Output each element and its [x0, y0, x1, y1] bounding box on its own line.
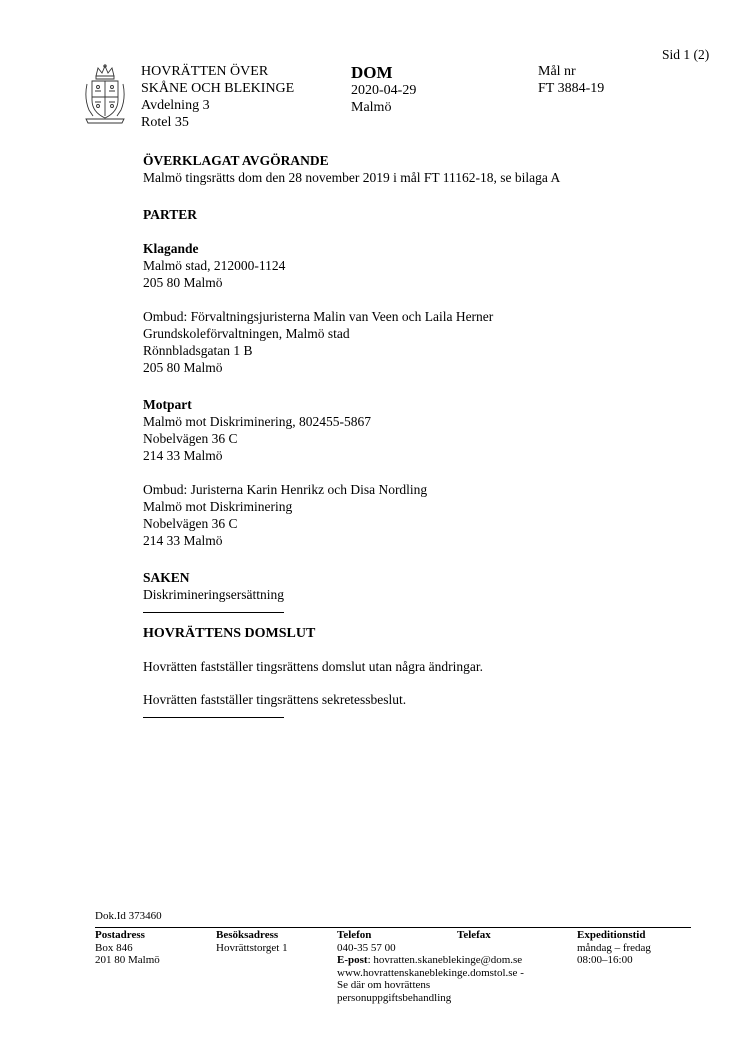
matter-heading: SAKEN	[143, 570, 190, 585]
footer-web-line[interactable]: www.hovrattenskaneblekinge.domstol.se -	[337, 966, 524, 979]
court-line: SKÅNE OCH BLEKINGE	[141, 81, 295, 96]
respondent-line: 214 33 Malmö	[143, 448, 223, 463]
respondent-counsel	[143, 481, 703, 549]
document-type: DOM	[351, 63, 393, 82]
document-type-block	[351, 64, 416, 116]
footer-postal	[95, 929, 160, 967]
footer-hours-line: 08:00–16:00	[577, 954, 633, 966]
footer-visit	[216, 929, 288, 954]
footer-contact	[337, 929, 569, 1004]
counsel-line: Rönnbladsgatan 1 B	[143, 343, 253, 358]
respondent-label: Motpart	[143, 397, 192, 412]
appealed-section	[143, 152, 703, 186]
footer-hours	[577, 929, 651, 967]
footer-web-line: personuppgiftsbehandling	[337, 991, 452, 1004]
case-label: Mål nr	[538, 64, 576, 79]
document-city: Malmö	[351, 100, 392, 115]
respondent-line: Nobelvägen 36 C	[143, 431, 238, 446]
section-divider	[143, 612, 284, 613]
appellant-section	[143, 240, 703, 291]
counsel-line: Nobelvägen 36 C	[143, 516, 238, 531]
document-id: Dok.Id 373460	[95, 910, 162, 922]
footer-divider	[95, 927, 691, 928]
ruling-paragraph: Hovrätten fastställer tingsrättens domslut utan några ändringar.	[143, 659, 484, 674]
footer-postal-heading: Postadress	[95, 929, 145, 941]
court-name-block	[141, 63, 294, 131]
appellant-line: Malmö stad, 212000-1124	[143, 258, 286, 273]
court-line: Rotel 35	[141, 115, 189, 130]
appellant-label: Klagande	[143, 241, 199, 256]
document-date: 2020-04-29	[351, 83, 417, 98]
counsel-line: Grundskoleförvaltningen, Malmö stad	[143, 326, 350, 341]
footer-visit-line: Hovrättstorget 1	[216, 941, 288, 954]
footer-phone-number: 040-35 57 00	[337, 941, 396, 954]
footer-postal-line: Box 846	[95, 941, 133, 954]
matter-section	[143, 569, 703, 603]
counsel-line: Malmö mot Diskriminering	[143, 499, 293, 514]
page-number: Sid 1 (2)	[662, 47, 710, 62]
parties-heading	[143, 206, 703, 223]
ruling-heading: HOVRÄTTENS DOMSLUT	[143, 626, 316, 641]
appealed-heading: ÖVERKLAGAT AVGÖRANDE	[143, 153, 329, 168]
counsel-line: 205 80 Malmö	[143, 360, 223, 375]
footer-fax	[457, 929, 491, 942]
ruling-section	[143, 625, 703, 708]
footer-hours-heading: Expeditionstid	[577, 929, 646, 941]
counsel-line: 214 33 Malmö	[143, 533, 223, 548]
footer-hours-line: måndag – fredag	[577, 941, 651, 954]
footer-email	[337, 954, 569, 967]
ruling-paragraph: Hovrätten fastställer tingsrättens sekretessbeslut.	[143, 692, 407, 707]
section-divider	[143, 717, 284, 718]
court-line: Avdelning 3	[141, 98, 210, 113]
footer-phone-heading: Telefon	[337, 929, 372, 941]
appellant-line: 205 80 Malmö	[143, 275, 223, 290]
footer-web-line: Se där om hovrättens	[337, 979, 431, 991]
respondent-section	[143, 396, 703, 464]
court-line: HOVRÄTTEN ÖVER	[141, 64, 269, 79]
footer-email-address[interactable]: : hovratten.skaneblekinge@dom.se	[367, 954, 523, 966]
footer-fax-heading: Telefax	[457, 929, 491, 941]
counsel-line: Ombud: Juristerna Karin Henrikz och Disa Nordling	[143, 482, 428, 497]
footer-email-label: E-post	[337, 954, 368, 966]
case-number: FT 3884-19	[538, 81, 605, 96]
matter-text: Diskrimineringsersättning	[143, 587, 284, 602]
footer-postal-line: 201 80 Malmö	[95, 954, 160, 966]
parties-heading-text: PARTER	[143, 207, 198, 222]
respondent-line: Malmö mot Diskriminering, 802455-5867	[143, 414, 371, 429]
appellant-counsel	[143, 308, 703, 376]
court-crest-logo	[84, 64, 126, 126]
document-body	[143, 152, 703, 730]
footer-visit-heading: Besöksadress	[216, 929, 279, 941]
case-number-block	[538, 63, 604, 97]
appealed-text: Malmö tingsrätts dom den 28 november 2019 i mål FT 11162-18, se bilaga A	[143, 170, 561, 185]
counsel-line: Ombud: Förvaltningsjuristerna Malin van Veen och Laila Herner	[143, 309, 494, 324]
